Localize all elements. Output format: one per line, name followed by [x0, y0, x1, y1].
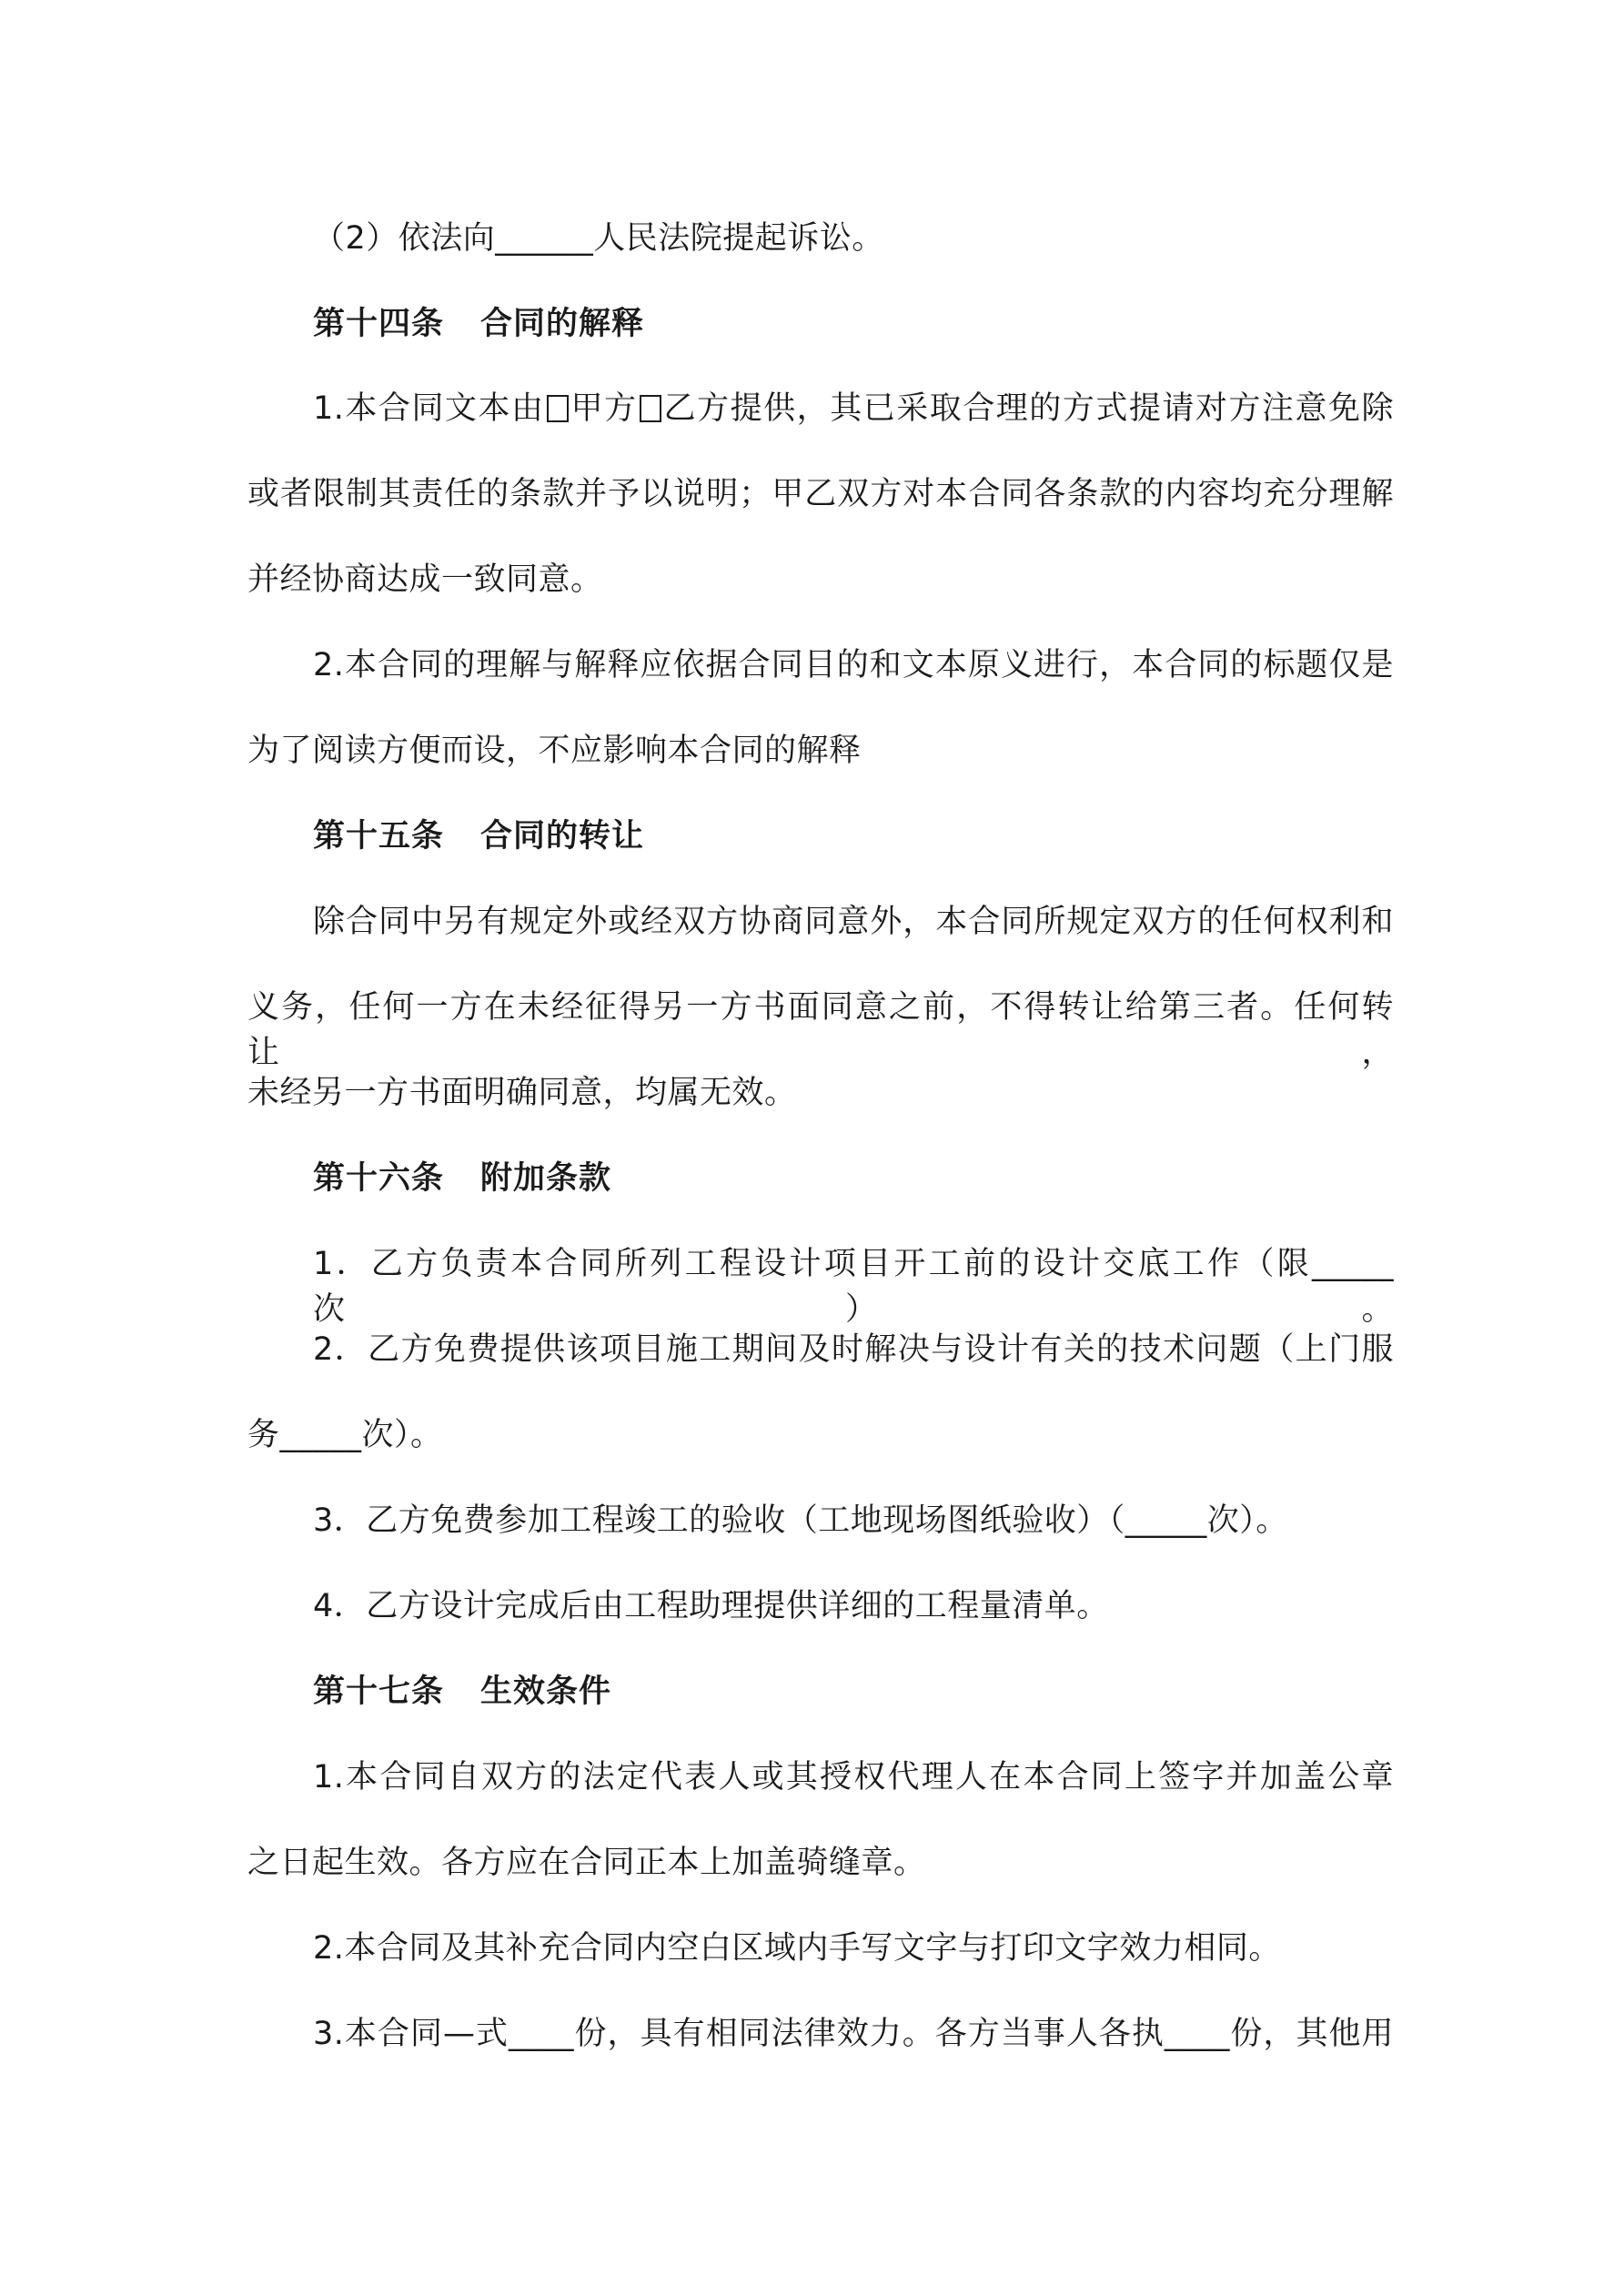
paragraph-line: 除合同中另有规定外或经双方协商同意外，本合同所规定双方的任何权利和 — [313, 904, 1394, 940]
paragraph-line: 并经协商达成一致同意。 — [247, 561, 603, 598]
paragraph-line: 1．乙方负责本合同所列工程设计项目开工前的设计交底工作（限_____次）。 — [313, 1246, 1394, 1328]
text-span: 1.本合同文本由 — [313, 390, 545, 427]
paragraph-line: 或者限制其责任的条款并予以说明；甲乙双方对本合同各条款的内容均充分理解 — [247, 476, 1394, 512]
text-span: 乙方提供，其已采取合理的方式提请对方注意免除 — [662, 390, 1394, 427]
heading-title: 合同的解释 — [480, 306, 645, 342]
section-heading-14 — [313, 301, 1394, 347]
paragraph-line: 为了阅读方便而设，不应影响本合同的解释 — [247, 733, 862, 769]
checkbox-icon[interactable] — [640, 395, 661, 422]
paragraph-line — [313, 386, 1394, 431]
paragraph-line: 未经另一方书面明确同意，均属无效。 — [247, 1075, 797, 1111]
section-heading-17 — [313, 1669, 1394, 1714]
paragraph-line: 2.本合同的理解与解释应依据合同目的和文本原义进行，本合同的标题仅是 — [313, 647, 1394, 683]
heading-number: 第十七条 — [313, 1674, 445, 1710]
paragraph-line: 3．乙方免费参加工程竣工的验收（工地现场图纸验收）（_____次）。 — [313, 1502, 1288, 1539]
paragraph-line: 2.本合同及其补充合同内空白区域内手写文字与打印文字效力相同。 — [313, 1930, 1281, 1967]
paragraph-line: 2．乙方免费提供该项目施工期间及时解决与设计有关的技术问题（上门服 — [313, 1331, 1394, 1368]
heading-title: 附加条款 — [480, 1160, 612, 1197]
paragraph-line: 之日起生效。各方应在合同正本上加盖骑缝章。 — [247, 1845, 926, 1881]
heading-number: 第十四条 — [313, 306, 445, 342]
paragraph-line: 务_____次）。 — [247, 1417, 443, 1453]
section-heading-15 — [313, 814, 1394, 859]
text-span: 甲方 — [570, 390, 638, 427]
paragraph-line: 4．乙方设计完成后由工程助理提供详细的工程量清单。 — [313, 1588, 1109, 1624]
heading-number: 第十六条 — [313, 1160, 445, 1197]
checkbox-icon[interactable] — [547, 395, 569, 422]
paragraph-line: 义务，任何一方在未经征得另一方书面同意之前，不得转让给第三者。任何转让， — [247, 989, 1394, 1071]
heading-title: 合同的转让 — [480, 818, 645, 855]
paragraph-line: 3.本合同—式____份，具有相同法律效力。各方当事人各执____份，其他用 — [313, 2016, 1394, 2052]
paragraph-line: （2）依法向______人民法院提起诉讼。 — [313, 220, 884, 257]
heading-title: 生效条件 — [480, 1674, 612, 1710]
paragraph-line: 1.本合同自双方的法定代表人或其授权代理人在本合同上签字并加盖公章 — [313, 1759, 1394, 1795]
section-heading-16 — [313, 1156, 1394, 1201]
heading-number: 第十五条 — [313, 818, 445, 855]
